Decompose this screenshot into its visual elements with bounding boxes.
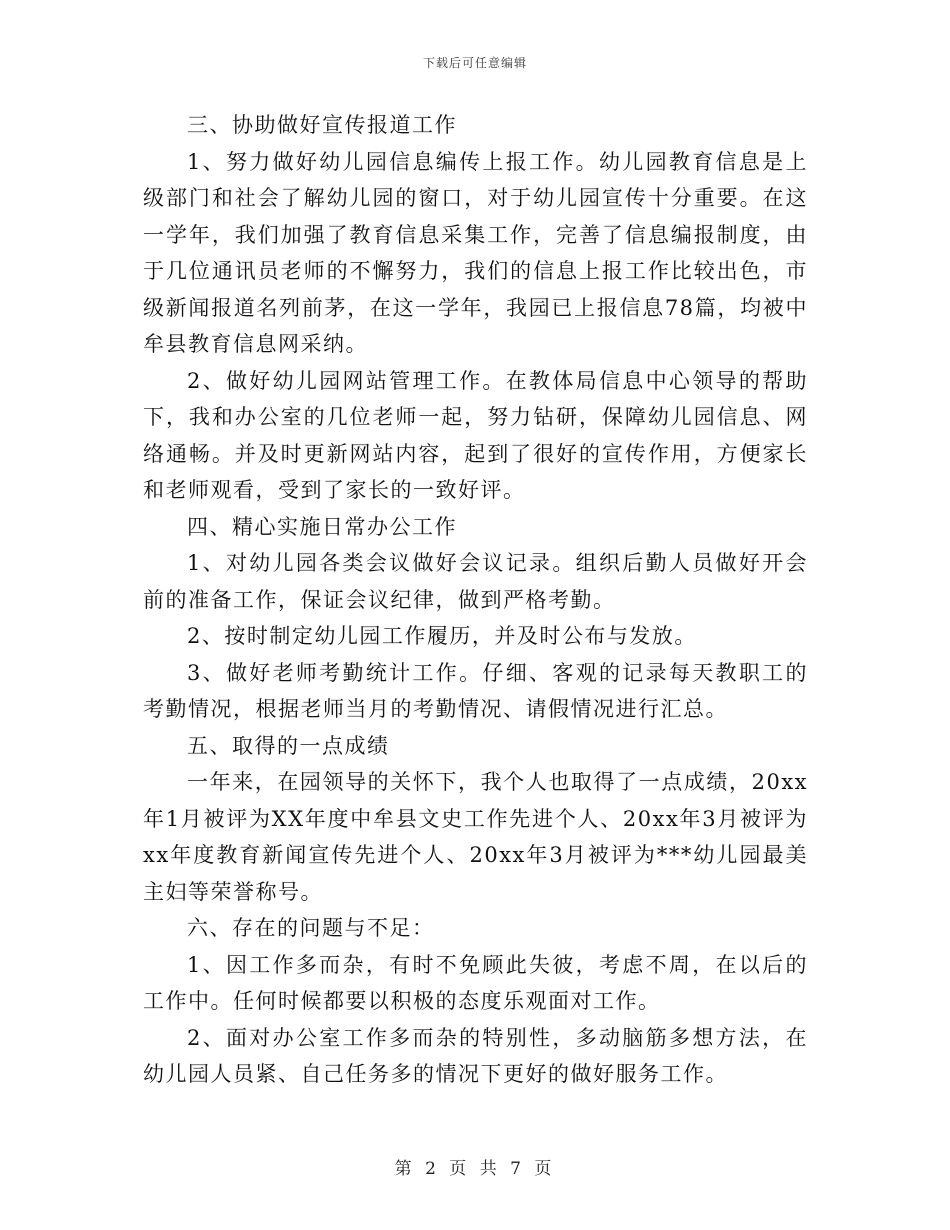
- section-heading-5: 五、取得的一点成绩: [187, 733, 390, 758]
- section-heading-4: 四、精心实施日常办公工作: [187, 514, 457, 539]
- paragraph-meeting-records: 1、对幼儿园各类会议做好会议记录。组织后勤人员做好开会前的准备工作，保证会议纪律，做到严格考勤。: [143, 551, 808, 612]
- paragraph-website-management: 2、做好幼儿园网站管理工作。在教体局信息中心领导的帮助下，我和办公室的几位老师一起，努力钻研，保障幼儿园信息、网络通畅。并及时更新网站内容，起到了很好的宣传作用，方便家长和老师观看，受到了家长的一致好评。: [143, 368, 808, 502]
- paragraph-info-reporting: 1、努力做好幼儿园信息编传上报工作。幼儿园教育信息是上级部门和社会了解幼儿园的窗口，对于幼儿园宣传十分重要。在这一学年，我们加强了教育信息采集工作，完善了信息编报制度，由于几位通讯员老师的不懈努力，我们的信息上报工作比较出色，市级新闻报道名列前茅，在这一学年，我园已上报信息78篇，均被中牟县教育信息网采纳。: [143, 149, 808, 356]
- paragraph-problem-2: 2、面对办公室工作多而杂的特别性，多动脑筋多想方法，在幼儿园人员紧、自己任务多的情况下更好的做好服务工作。: [143, 1025, 808, 1086]
- paragraph-problem-1: 1、因工作多而杂，有时不免顾此失彼，考虑不周，在以后的工作中。任何时候都要以积极的态度乐观面对工作。: [143, 952, 808, 1013]
- paragraph-work-schedule: 2、按时制定幼儿园工作履历，并及时公布与发放。: [187, 624, 697, 648]
- paragraph-attendance: 3、做好老师考勤统计工作。仔细、客观的记录每天教职工的考勤情况，根据老师当月的考勤情况、请假情况进行汇总。: [143, 660, 808, 721]
- paragraph-achievements: 一年来，在园领导的关怀下，我个人也取得了一点成绩，20xx年1月被评为XX年度中牟县文史工作先进个人、20xx年3月被评为xx年度教育新闻宣传先进个人、20xx年3月被评为***幼儿园最美主妇等荣誉称号。: [143, 770, 808, 904]
- document-body: [143, 107, 808, 1093]
- page-number: 第 2 页 共 7 页: [394, 1159, 556, 1179]
- page-header-note: 下载后可任意编辑: [422, 56, 527, 70]
- section-heading-3: 三、协助做好宣传报道工作: [187, 113, 457, 137]
- section-heading-6: 六、存在的问题与不足：: [187, 916, 435, 940]
